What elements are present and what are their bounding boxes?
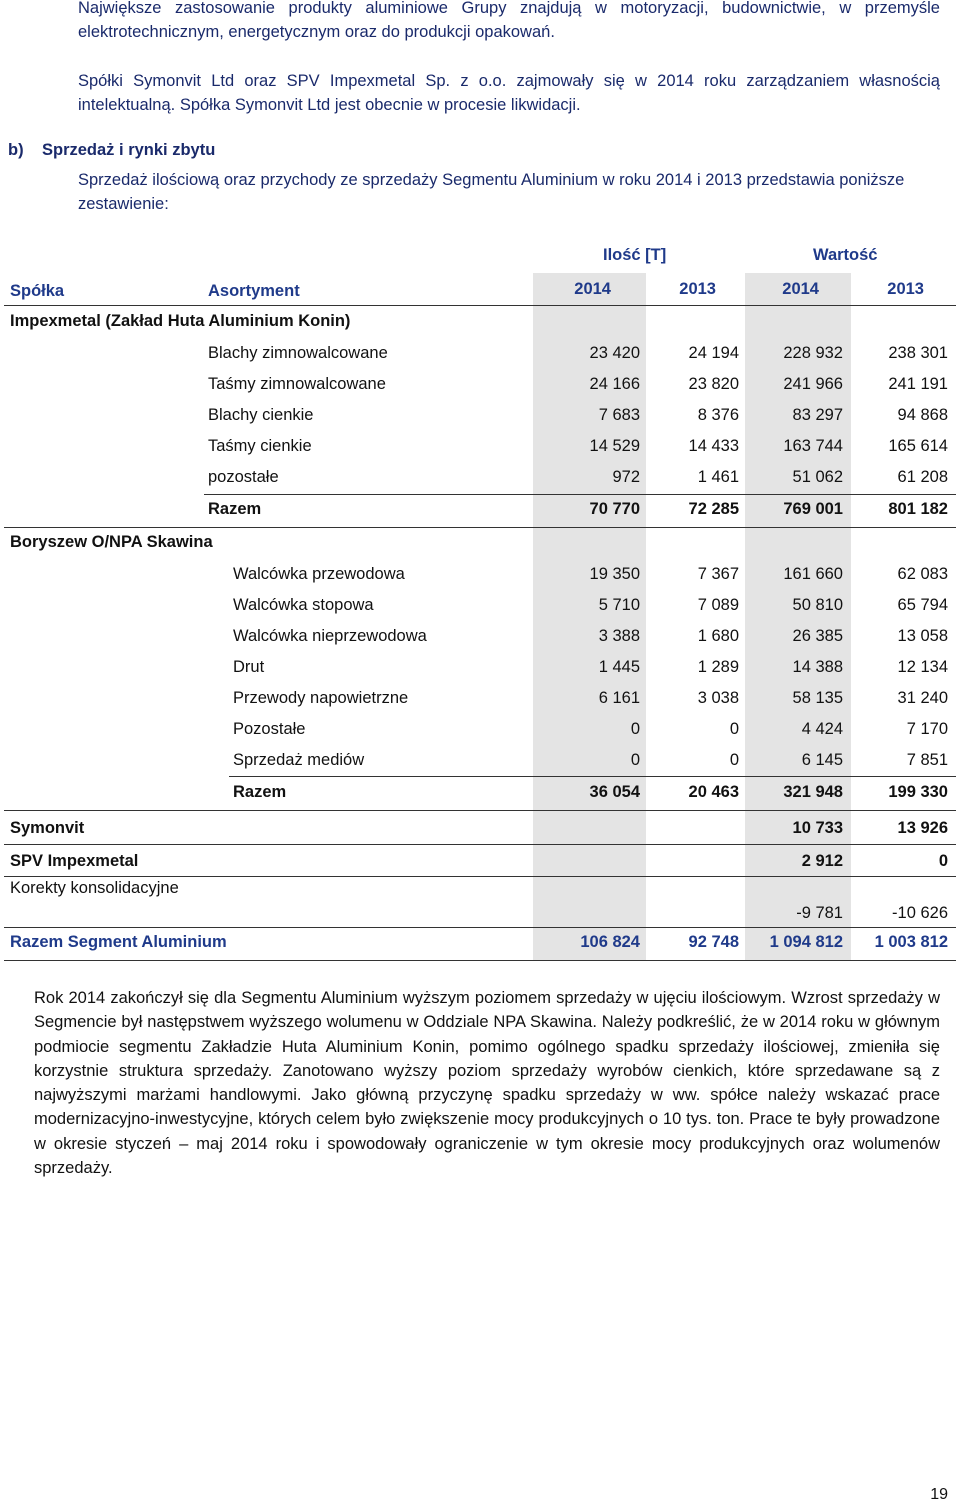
group-header-qty: Ilość [T] <box>603 246 667 264</box>
section-intro: Sprzedaż ilościową oraz przychody ze sprzedaży Segmentu Aluminium w roku 2014 i 2013 przedstawia poniższe zestawienie: <box>78 171 905 213</box>
section-rule <box>4 876 956 877</box>
table-bottom-rule <box>4 960 956 961</box>
section-rule <box>4 527 956 528</box>
company-spv: SPV Impexmetal <box>10 852 139 870</box>
col-header-val-2013: 2013 <box>887 280 924 298</box>
section-rule <box>4 810 956 811</box>
section-title: Sprzedaż i rynki zbytu <box>42 141 216 159</box>
company-boryszew: Boryszew O/NPA Skawina <box>10 533 213 551</box>
section-rule <box>4 844 956 845</box>
col-header-assortment: Asortyment <box>208 282 300 300</box>
summary-paragraph: Rok 2014 zakończył się dla Segmentu Aluminium wyższym poziomem sprzedaży w ujęciu ilościowym. Wzrost sprzedaży w Segmencie był następstwem wyższego wolumenu w Oddziale NPA Skawina. Należy podkreślić, że w 2014 roku w głównym podmiocie segmentu Zakładzie Huta Aluminium Konin, pomimo ogólnego spadku sprzedaży ilościowej, zmieniła się korzystnie struktura sprzedaży. Zanotowano wyższy poziom sprzedaży wyrobów cienkich, które sprzedawane są z najwyższymi marżami handlowymi. Jako główną przyczynę spadku sprzedaży w ww. spółce należy wskazać prace modernizacyjno-inwestycyjne, których celem było zwiększenie mocy produkcyjnych o 10 tys. ton. Prace te były prowadzone w okresie styczeń – maj 2014 roku i spowodowały ograniczenie w tym okresie mocy produkcyjnych oraz wolumenów sprzedaży. <box>34 989 940 1178</box>
company-symonvit: Symonvit <box>10 819 85 837</box>
header-rule <box>4 305 956 306</box>
sales-table: Ilość [T] Wartość Spółka Asortyment 2014 2013 2014 2013 Impexmetal (Zakład Huta Aluminium Konin) Blachy zimnowalcowane 23 420 24 194 228 932 238 301 Taśmy zimnowalcowane 24 166 23 820 241 966 241 191 Blachy cienkie 7 683 8 376 83 297 94 868 Taśmy cienkie 14 529 14 433 163 744 165 614 pozostałe 972 1 461 51 062 61 208 Razem 70 770 72 285 769 001 801 182 Boryszew O/NPA Skawina Walcówka przewodowa 19 350 7 367 161 660 62 083 Walcówka stopowa 5 710 7 089 50 810 65 794 Walcówka nieprzewodowa 3 388 1 680 26 385 13 058 Drut 1 445 1 289 14 388 12 134 Przewody napowietrzne 6 161 3 038 58 135 31 240 Pozostałe 0 0 4 424 7 170 Sprzedaż mediów 0 0 6 145 7 851 Razem 36 054 20 463 321 948 199 330 Symonvit 10 733 13 926 SPV Impexmetal 2 912 0 Korekty konsolidacyjne -9 781 -10 626 Razem Segment Aluminium 106 824 92 748 1 094 812 1 003 812 <box>0 0 960 1506</box>
col-header-val-2014: 2014 <box>782 280 819 298</box>
section-letter: b) <box>8 141 24 159</box>
intro-paragraph-2: Spółki Symonvit Ltd oraz SPV Impexmetal Sp. z o.o. zajmowały się w 2014 roku zarządzaniem własnością intelektualną. Spółka Symonvit Ltd jest obecnie w procesie likwidacji. <box>78 72 940 114</box>
group-header-value: Wartość <box>813 246 878 264</box>
consolidation-adjustments: Korekty konsolidacyjne <box>10 879 179 897</box>
intro-paragraph-1: Największe zastosowanie produkty aluminiowe Grupy znajdują w motoryzacji, budownictwie, w przemyśle elektrotechnicznym, energetycznym oraz do produkcji opakowań. <box>78 0 940 41</box>
subtotal-rule <box>204 494 956 495</box>
col-header-qty-2014: 2014 <box>574 280 611 298</box>
company-impexmetal: Impexmetal (Zakład Huta Aluminium Konin) <box>10 312 351 330</box>
section-rule <box>4 927 956 928</box>
page-number: 19 <box>930 1486 948 1503</box>
subtotal-rule <box>229 776 956 777</box>
col-header-qty-2013: 2013 <box>679 280 716 298</box>
grand-total-label: Razem Segment Aluminium <box>10 933 227 951</box>
col-header-company: Spółka <box>10 282 65 300</box>
